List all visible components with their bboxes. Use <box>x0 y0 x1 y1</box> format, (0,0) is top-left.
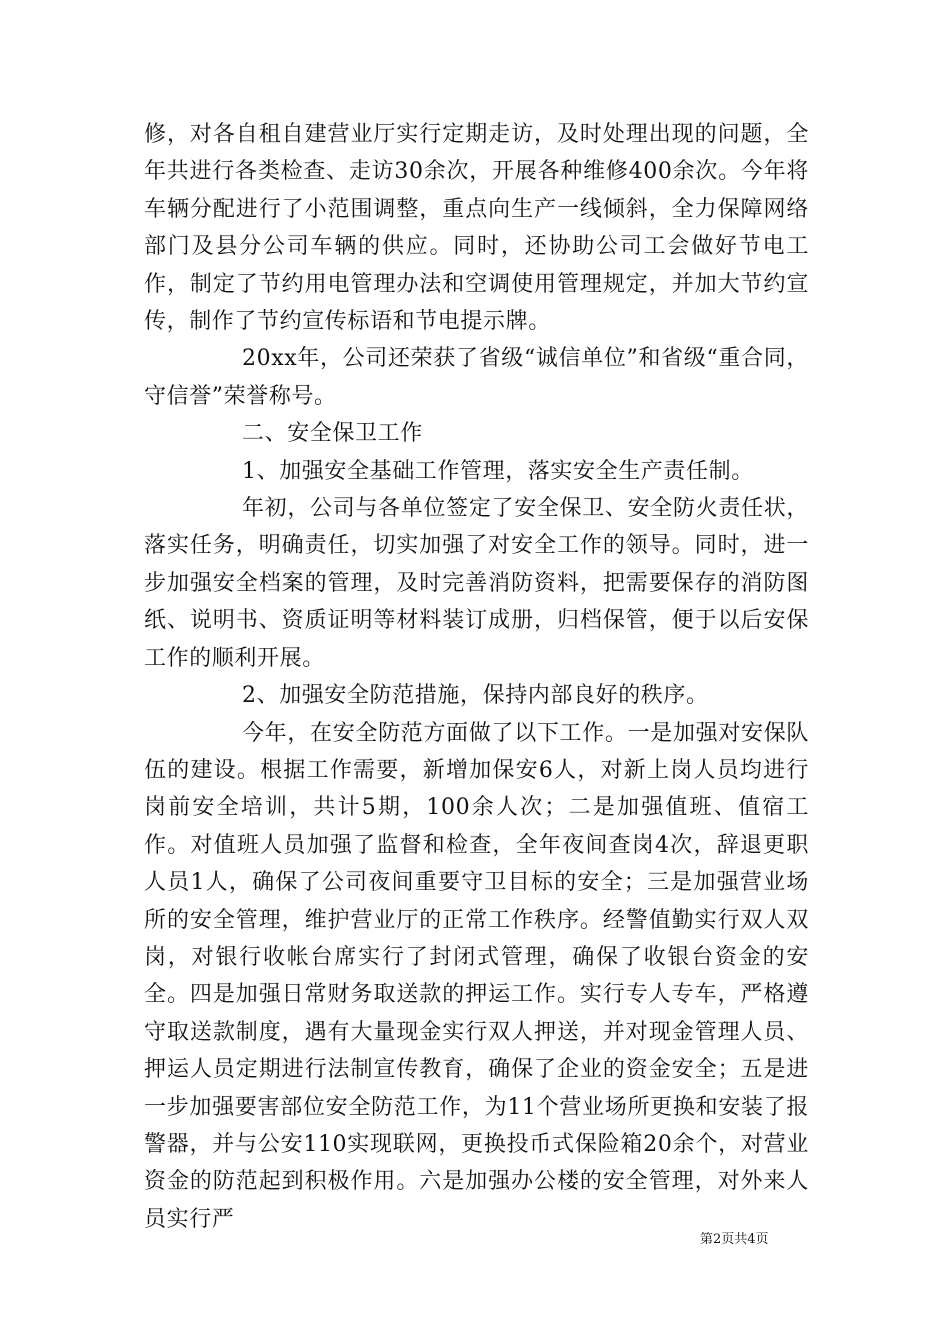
subheading-safety-measures: 2、加强安全防范措施，保持内部良好的秩序。 <box>242 683 709 709</box>
paragraph-safety-management: 年初，公司与各单位签定了安全保卫、安全防火责任状，落实任务，明确责任，切实加强了对安全工作的领导。同时，进一步加强安全档案的管理，及时完善消防资料，把需要保存的消防图纸、说明书、资质证明等材料装订成册，归档保管，便于以后安保工作的顺利开展。 <box>144 496 809 671</box>
paragraph-honors: 20xx年，公司还荣获了省级“诚信单位”和省级“重合同，守信誉”荣誉称号。 <box>144 346 809 409</box>
paragraph-safety-measures: 今年，在安全防范方面做了以下工作。一是加强对安保队伍的建设。根据工作需要，新增加保安6人，对新上岗人员均进行岗前安全培训，共计5期，100余人次；二是加强值班、值宿工作。对值班人员加强了监督和检查，全年夜间查岗4次，辞退更职人员1人，确保了公司夜间重要守卫目标的安全；三是加强营业场所的安全管理，维护营业厅的正常工作秩序。经警值勤实行双人双岗，对银行收帐台席实行了封闭式管理，确保了收银台资金的安全。四是加强日常财务取送款的押运工作。实行专人专车，严格遵守取送款制度，遇有大量现金实行双人押送，并对现金管理人员、押运人员定期进行法制宣传教育，确保了企业的资金安全；五是进一步加强要害部位安全防范工作，为11个营业场所更换和安装了报警器，并与公安110实现联网，更换投币式保险箱20余个，对营业资金的防范起到积极作用。六是加强办公楼的安全管理，对外来人员实行严 <box>144 720 809 1232</box>
paragraph-continuation: 修，对各自租自建营业厅实行定期走访，及时处理出现的问题，全年共进行各类检查、走访30余次，开展各种维修400余次。今年将车辆分配进行了小范围调整，重点向生产一线倾斜，全力保障网络部门及县分公司车辆的供应。同时，还协助公司工会做好节电工作，制定了节约用电管理办法和空调使用管理规定，并加大节约宣传，制作了节约宣传标语和节电提示牌。 <box>144 122 809 335</box>
section-heading-security: 二、安全保卫工作 <box>242 421 423 447</box>
document-body <box>144 116 809 1238</box>
page-number-footer: 第2页共4页 <box>700 1232 769 1247</box>
subheading-safety-management: 1、加强安全基础工作管理，落实安全生产责任制。 <box>242 458 754 484</box>
